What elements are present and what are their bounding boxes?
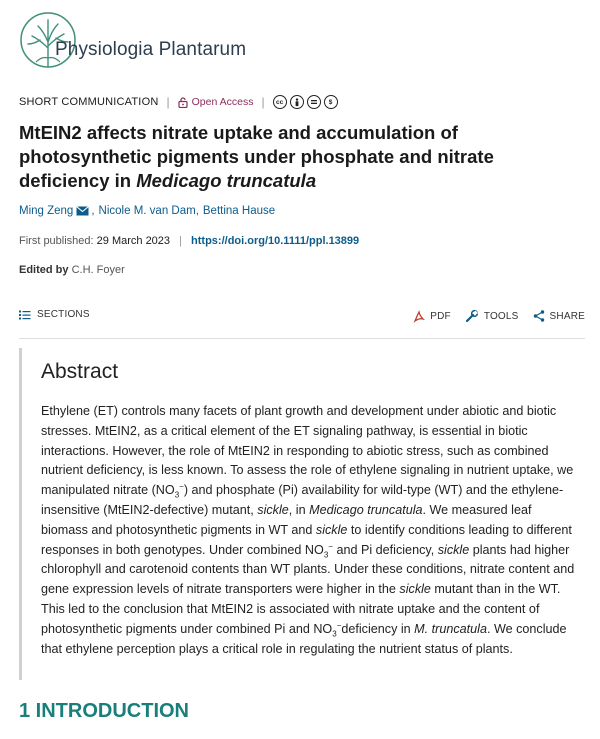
author-link[interactable]: Bettina Hause bbox=[202, 205, 276, 217]
pdf-button[interactable] bbox=[413, 310, 451, 323]
wrench-icon bbox=[465, 309, 479, 323]
tools-label: TOOLS bbox=[483, 310, 519, 322]
title-line-3-prefix: deficiency in bbox=[19, 170, 137, 191]
author-link[interactable]: Nicole M. van Dam bbox=[98, 205, 196, 217]
pdf-label: PDF bbox=[430, 310, 451, 322]
divider: | bbox=[261, 95, 265, 109]
title-line-2: photosynthetic pigments under phosphate and nitrate bbox=[19, 146, 494, 167]
email-icon[interactable] bbox=[76, 206, 89, 216]
license-icons[interactable] bbox=[273, 95, 338, 109]
sections-button[interactable] bbox=[19, 309, 90, 320]
share-button[interactable] bbox=[533, 310, 585, 322]
abstract-section bbox=[19, 348, 585, 680]
tools-button[interactable] bbox=[465, 309, 519, 323]
clipped-text-line bbox=[19, 732, 439, 739]
author-separator: , bbox=[195, 205, 199, 217]
abstract-heading: Abstract bbox=[41, 360, 119, 383]
divider: | bbox=[166, 95, 170, 109]
nc-icon bbox=[307, 95, 321, 109]
first-published-label: First published: bbox=[19, 235, 94, 247]
abstract-text: Ethylene (ET) controls many facets of plant growth and development under abiotic and biotic stresses. MtEIN2, as a critical element of the ET signaling pathway, is essential in biotic interactions. However, the role of MtEIN2 in responding to abiotic stress, such as combined nutrient deficiency, is less known. To assess the role of ethylene signaling in nutrient uptake, we manipulated nitrate $(NO_3^-)$ and phosphate (Pi) availability for wild-type (WT) and the ethylene-insensitive (MtEIN2-defective) mutant, sickle, in Medicago truncatula. We measured leaf biomass and photosynthetic pigments in WT and sickle to identify conditions leading to different responses in both genotypes. Under combined $NO_3^-$ and Pi deficiency, sickle plants had higher chlorophyll and carotenoid contents than WT plants. Under these conditions, nitrate content and gene expression levels of nitrate transporters were higher in the sickle mutant than in the WT. This led to the conclusion that MtEIN2 is associated with nitrate uptake and the content of photosynthetic pigments under combined Pi and $NO_3^-deficiency$ in M. truncatula. We conclude that ethylene perception plays a critical role in regulating the nutrient status of plants. bbox=[41, 404, 575, 656]
share-icon bbox=[533, 310, 545, 322]
author-link[interactable]: Ming Zeng bbox=[19, 205, 74, 217]
pdf-icon bbox=[413, 310, 425, 323]
open-access-badge[interactable] bbox=[178, 96, 254, 108]
title-line-1: MtEIN2 affects nitrate uptake and accumulation of bbox=[19, 122, 458, 143]
title-species: Medicago truncatula bbox=[136, 170, 317, 191]
by-icon bbox=[290, 95, 304, 109]
journal-logo[interactable] bbox=[18, 10, 248, 72]
toolbar-actions bbox=[413, 309, 585, 323]
article-toolbar bbox=[19, 309, 585, 329]
publication-date: 29 March 2023 bbox=[96, 235, 171, 247]
toolbar-divider bbox=[19, 338, 585, 339]
nd-icon: $ bbox=[324, 95, 338, 109]
doi-link[interactable]: https://doi.org/10.1111/ppl.13899 bbox=[191, 235, 360, 247]
list-icon bbox=[19, 310, 31, 320]
article-meta-row bbox=[19, 95, 338, 109]
author-list bbox=[19, 205, 275, 217]
introduction-heading: 1 INTRODUCTION bbox=[19, 700, 189, 722]
publication-info bbox=[19, 235, 359, 247]
author-separator: , bbox=[91, 205, 95, 217]
edited-by-label: Edited by bbox=[19, 264, 69, 276]
article-type: SHORT COMMUNICATION bbox=[19, 96, 159, 108]
open-lock-icon bbox=[178, 97, 188, 108]
divider: | bbox=[179, 235, 182, 247]
editor-name: C.H. Foyer bbox=[71, 264, 125, 276]
share-label: SHARE bbox=[549, 310, 585, 322]
sections-label: SECTIONS bbox=[37, 309, 90, 320]
edited-by bbox=[19, 264, 125, 276]
journal-name: Physiologia Plantarum bbox=[55, 39, 247, 60]
open-access-label: Open Access bbox=[191, 96, 254, 108]
cc-icon: cc bbox=[273, 95, 287, 109]
article-title bbox=[19, 121, 559, 193]
